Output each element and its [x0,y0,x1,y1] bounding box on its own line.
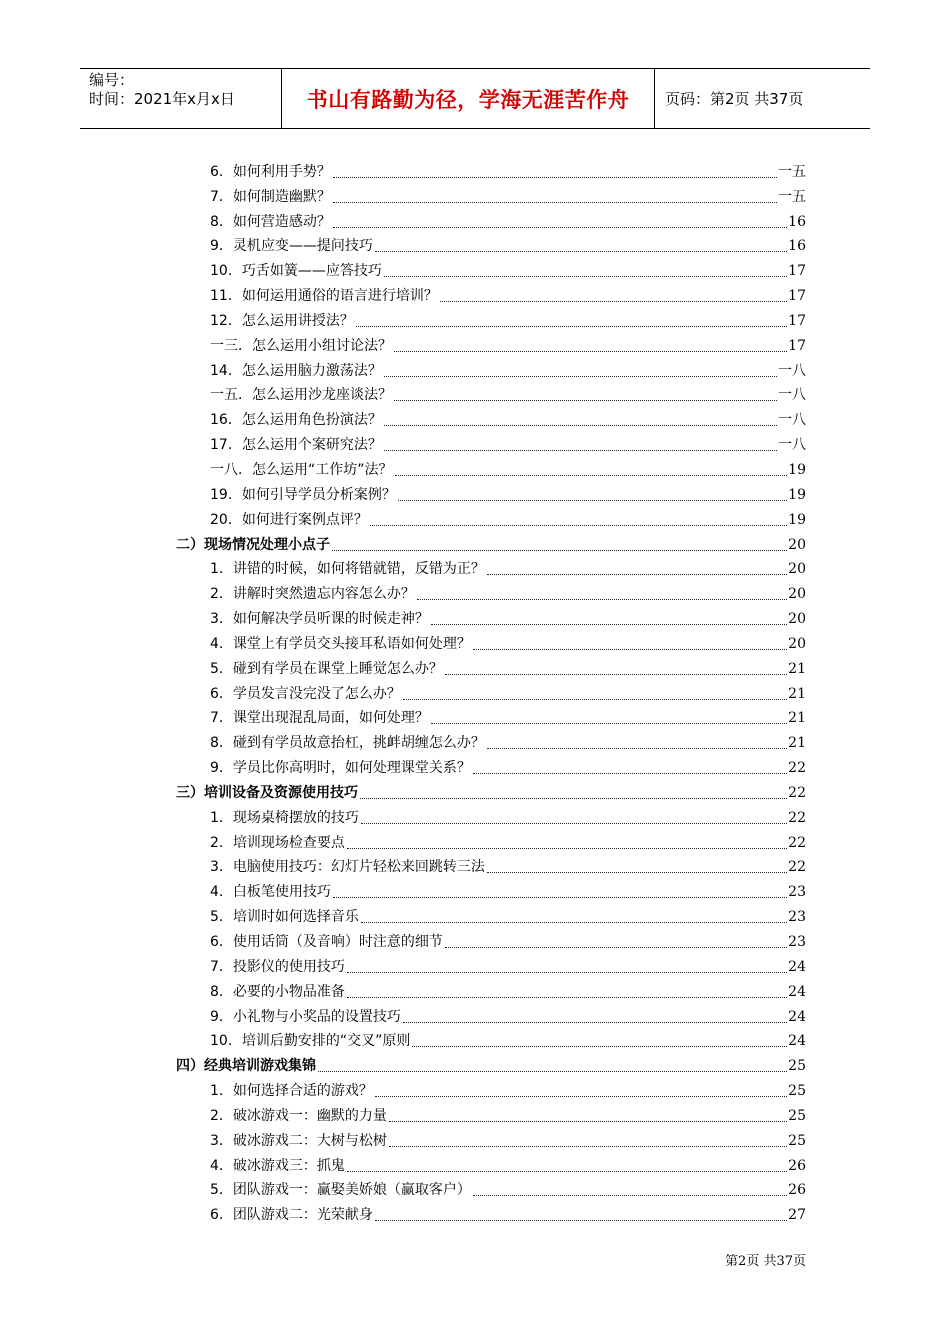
toc-entry[interactable] [176,1100,806,1125]
toc-entry[interactable] [176,280,806,305]
toc-entry-title: 1．现场桌椅摆放的技巧 [210,809,359,826]
toc-entry-title: 11．如何运用通俗的语言进行培训？ [210,288,438,305]
toc-entry-title: 4．白板笔使用技巧 [210,884,331,901]
toc-entry-page-number: 一八 [778,412,806,429]
toc-dot-leader [318,1061,787,1072]
toc-dot-leader [384,266,787,277]
toc-dot-leader [403,689,787,700]
toc-entry[interactable] [176,1125,806,1150]
toc-entry-title: 2．破冰游戏一：幽默的力量 [210,1107,387,1124]
toc-entry[interactable] [176,678,806,703]
toc-dot-leader [347,987,787,998]
toc-entry-title: 14．怎么运用脑力激荡法？ [210,362,382,379]
toc-entry-page-number: 25 [788,1058,806,1075]
toc-entry[interactable] [176,578,806,603]
toc-section-entry[interactable] [176,529,806,554]
toc-entry-title: 5．团队游戏一：赢娶美娇娘（赢取客户） [210,1182,471,1199]
header-meta [80,69,282,128]
toc-entry-title: 6．如何利用手势？ [210,163,331,180]
header-page-info: 页码：第2页 共37页 [665,90,804,108]
toc-entry-title: 一八．怎么运用“工作坊”法？ [210,461,393,478]
toc-dot-leader [356,316,787,327]
toc-entry-page-number: 20 [788,536,806,553]
page-footer: 第2页 共37页 [725,1254,806,1269]
toc-dot-leader [487,862,787,873]
toc-entry-title: 5．碰到有学员在课堂上睡觉怎么办？ [210,660,443,677]
toc-dot-leader [412,1036,787,1047]
toc-entry-page-number: 20 [788,611,806,628]
toc-dot-leader [473,1185,787,1196]
toc-dot-leader [333,217,787,228]
toc-entry-title: 8．如何营造感动？ [210,213,331,230]
toc-entry-title: 3．如何解决学员听课的时候走神？ [210,611,429,628]
toc-entry[interactable] [176,355,806,380]
toc-entry-page-number: 21 [788,710,806,727]
toc-entry[interactable] [176,703,806,728]
toc-entry[interactable] [176,603,806,628]
toc-entry[interactable] [176,827,806,852]
toc-entry-page-number: 23 [788,884,806,901]
toc-entry-page-number: 17 [788,337,806,354]
toc-entry-title: 9．灵机应变——提问技巧 [210,238,373,255]
toc-entry-title: 8．必要的小物品准备 [210,983,345,1000]
toc-dot-leader [333,167,777,178]
toc-entry[interactable] [176,305,806,330]
toc-entry-page-number: 一五 [778,163,806,180]
toc-dot-leader [347,962,787,973]
toc-entry[interactable] [176,653,806,678]
toc-dot-leader [332,540,787,551]
toc-entry-title: 1．讲错的时候，如何将错就错，反错为正？ [210,561,485,578]
toc-dot-leader [473,639,787,650]
toc-dot-leader [347,838,787,849]
toc-entry-title: 1．如何选择合适的游戏？ [210,1083,373,1100]
toc-entry[interactable] [176,752,806,777]
toc-entry-title: 2．讲解时突然遗忘内容怎么办？ [210,586,415,603]
toc-entry-title: 10．巧舌如簧——应答技巧 [210,263,382,280]
toc-entry-title: 7．投影仪的使用技巧 [210,958,345,975]
toc-entry-title: 9．学员比你高明时，如何处理课堂关系？ [210,760,471,777]
toc-entry[interactable] [176,181,806,206]
toc-entry-title: 10．培训后勤安排的“交叉”原则 [210,1033,411,1050]
toc-entry-page-number: 22 [788,809,806,826]
toc-entry-title: 7．课堂出现混乱局面，如何处理？ [210,710,429,727]
toc-entry-page-number: 27 [788,1207,806,1224]
toc-dot-leader [361,912,787,923]
toc-entry-title: 8．碰到有学员故意抬杠，挑衅胡缠怎么办？ [210,735,485,752]
toc-dot-leader [487,564,787,575]
toc-entry-title: 3．电脑使用技巧：幻灯片轻松来回跳转三法 [210,859,485,876]
toc-entry[interactable] [176,479,806,504]
toc-entry[interactable] [176,554,806,579]
toc-entry[interactable] [176,504,806,529]
toc-entry[interactable] [176,206,806,231]
toc-entry-title: 5．培训时如何选择音乐 [210,909,359,926]
toc-entry-title: 三）培训设备及资源使用技巧 [176,784,358,801]
toc-entry-page-number: 24 [788,1008,806,1025]
toc-entry-title: 17．怎么运用个案研究法？ [210,437,382,454]
toc-entry-page-number: 22 [788,784,806,801]
toc-entry-page-number: 25 [788,1083,806,1100]
toc-dot-leader [384,366,777,377]
toc-entry[interactable] [176,926,806,951]
toc-entry[interactable] [176,802,806,827]
toc-dot-leader [394,341,787,352]
toc-entry[interactable] [176,429,806,454]
toc-entry-page-number: 23 [788,934,806,950]
toc-entry-title: 6．学员发言没完没了怎么办？ [210,685,401,702]
toc-entry-page-number: 26 [788,1182,806,1199]
toc-entry-page-number: 23 [788,909,806,926]
toc-entry[interactable] [176,255,806,280]
toc-entry-page-number: 22 [788,834,806,851]
toc-entry-title: 一五．怎么运用沙龙座谈法？ [210,387,392,404]
toc-entry[interactable] [176,1150,806,1175]
toc-dot-leader [333,887,787,898]
toc-entry[interactable] [176,1026,806,1051]
toc-entry-page-number: 19 [788,511,806,528]
toc-entry-page-number: 一八 [778,387,806,404]
toc-entry-page-number: 一八 [778,437,806,454]
toc-dot-leader [333,192,777,203]
toc-entry-title: 4．课堂上有学员交头接耳私语如何处理？ [210,635,471,652]
toc-entry-title: 3．破冰游戏二：大树与松树 [210,1132,387,1149]
toc-entry-page-number: 25 [788,1132,806,1149]
toc-entry-page-number: 一五 [778,188,806,205]
toc-entry-page-number: 17 [788,288,806,305]
toc-entry[interactable] [176,231,806,256]
toc-dot-leader [445,664,787,675]
toc-entry-page-number: 21 [788,735,806,752]
toc-dot-leader [375,1210,787,1221]
toc-dot-leader [389,1111,787,1122]
toc-entry-page-number: 17 [788,263,806,280]
toc-entry[interactable] [176,454,806,479]
toc-entry-page-number: 22 [788,760,806,777]
toc-dot-leader [375,241,787,252]
toc-dot-leader [417,589,787,600]
toc-entry-title: 9．小礼物与小奖品的设置技巧 [210,1008,401,1025]
toc-entry-title: 7．如何制造幽默？ [210,188,331,205]
toc-entry[interactable] [176,404,806,429]
table-of-contents [176,156,806,1224]
toc-dot-leader [440,291,787,302]
toc-dot-leader [389,1136,787,1147]
toc-entry-title: 四）经典培训游戏集锦 [176,1058,316,1075]
toc-entry-page-number: 24 [788,958,806,975]
toc-entry-title: 一三．怎么运用小组讨论法？ [210,337,392,354]
toc-entry[interactable] [176,1175,806,1200]
toc-entry[interactable] [176,1001,806,1026]
toc-entry-page-number: 26 [788,1157,806,1174]
toc-dot-leader [431,713,787,724]
toc-entry[interactable] [176,901,806,926]
toc-entry-page-number: 17 [788,312,806,329]
toc-entry[interactable] [176,380,806,405]
header-motto: 书山有路勤为径，学海无涯苦作舟 [282,69,655,128]
toc-entry-title: 6．团队游戏二：光荣献身 [210,1207,373,1224]
toc-dot-leader [370,515,787,526]
toc-entry-title: 16．怎么运用角色扮演法？ [210,412,382,429]
toc-entry[interactable] [176,330,806,355]
toc-entry[interactable] [176,156,806,181]
toc-dot-leader [384,440,777,451]
toc-entry-page-number: 25 [788,1107,806,1124]
toc-entry-title: 6．使用话筒（及音响）时注意的细节 [210,934,443,950]
toc-entry-page-number: 20 [788,635,806,652]
toc-entry-page-number: 21 [788,660,806,677]
document-date: 时间：2021年x月x日 [89,90,235,108]
toc-entry-page-number: 19 [788,461,806,478]
toc-entry-page-number: 19 [788,486,806,503]
toc-dot-leader [347,1161,787,1172]
toc-entry[interactable] [176,628,806,653]
toc-entry[interactable] [176,951,806,976]
page-header [80,68,870,129]
toc-entry-page-number: 20 [788,561,806,578]
toc-entry[interactable] [176,727,806,752]
toc-dot-leader [395,465,788,476]
toc-entry-title: 12．怎么运用讲授法？ [210,312,354,329]
toc-dot-leader [361,813,787,824]
toc-entry-title: 20．如何进行案例点评？ [210,511,368,528]
toc-entry-title: 19．如何引导学员分析案例？ [210,486,396,503]
toc-entry-title: 4．破冰游戏三：抓鬼 [210,1157,345,1174]
toc-entry-page-number: 20 [788,586,806,603]
toc-dot-leader [487,738,787,749]
toc-entry-page-number: 24 [788,983,806,1000]
toc-dot-leader [431,614,787,625]
toc-entry[interactable] [176,1199,806,1224]
toc-dot-leader [384,415,777,426]
toc-dot-leader [360,788,787,799]
toc-dot-leader [445,937,787,948]
document-number-label: 编号： [89,71,135,89]
toc-entry-page-number: 24 [788,1033,806,1050]
toc-entry-page-number: 22 [788,859,806,876]
toc-entry[interactable] [176,852,806,877]
toc-dot-leader [375,1086,787,1097]
toc-entry-page-number: 21 [788,685,806,702]
toc-entry[interactable] [176,876,806,901]
toc-dot-leader [398,490,787,501]
toc-entry-page-number: 一八 [778,362,806,379]
toc-entry-title: 2．培训现场检查要点 [210,834,345,851]
toc-dot-leader [394,390,777,401]
toc-dot-leader [403,1012,787,1023]
toc-section-entry[interactable] [176,1050,806,1075]
toc-section-entry[interactable] [176,777,806,802]
toc-entry[interactable] [176,976,806,1001]
toc-dot-leader [473,763,787,774]
toc-entry-page-number: 16 [788,238,806,255]
toc-entry-page-number: 16 [788,213,806,230]
toc-entry-title: 二）现场情况处理小点子 [176,536,330,553]
toc-entry[interactable] [176,1075,806,1100]
